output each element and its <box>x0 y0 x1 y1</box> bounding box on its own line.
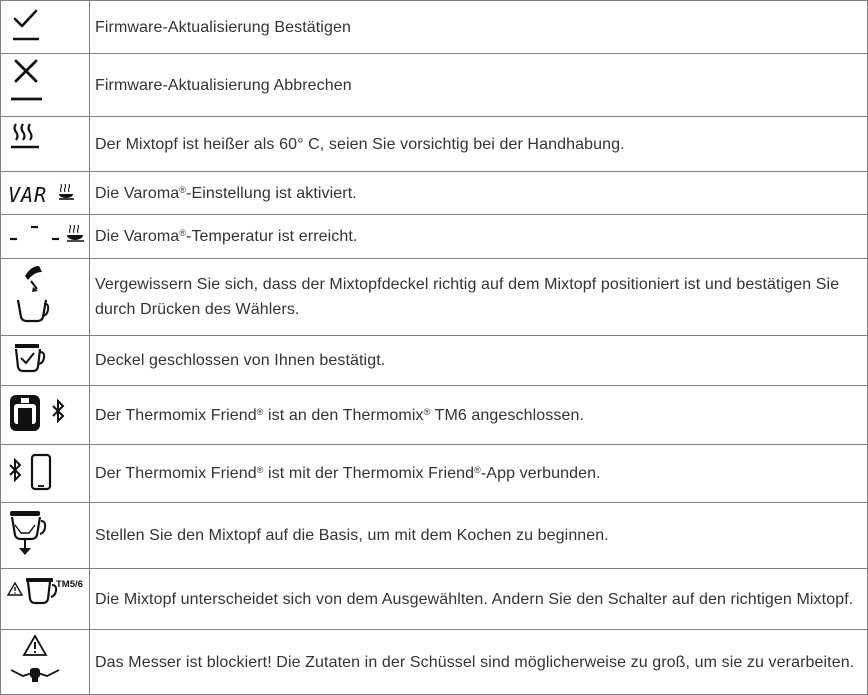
row-description: Die Varoma®-Einstellung ist aktiviert. <box>90 172 868 215</box>
row-description: Deckel geschlossen von Ihnen bestätigt. <box>90 336 868 386</box>
table-row <box>1 259 868 336</box>
icon-cell <box>1 386 90 445</box>
table-row <box>1 1 868 54</box>
x-underline-icon <box>1 54 90 117</box>
icon-cell <box>1 117 90 172</box>
icon-cell <box>1 215 90 259</box>
row-description: Vergewissern Sie sich, dass der Mixtopfdeckel richtig auf dem Mixtopf positioniert ist und bestätigen Sie durch Drücken des Wählers. <box>90 259 868 336</box>
icon-cell <box>1 259 90 336</box>
table-row <box>1 336 868 386</box>
blade-blocked-warning-icon <box>1 630 90 695</box>
table-row <box>1 630 868 695</box>
table-row <box>1 445 868 503</box>
friend-bluetooth-icon <box>1 386 90 445</box>
row-description: Firmware-Aktualisierung Bestätigen <box>90 1 868 54</box>
icon-cell <box>1 336 90 386</box>
icon-cell <box>1 1 90 54</box>
row-description: Die Varoma®-Temperatur ist erreicht. <box>90 215 868 259</box>
table-row <box>1 117 868 172</box>
icon-cell <box>1 630 90 695</box>
table-row <box>1 569 868 630</box>
lid-position-icon <box>1 259 90 336</box>
row-description: Der Thermomix Friend® ist an den Thermomix® TM6 angeschlossen. <box>90 386 868 445</box>
icon-cell <box>1 503 90 569</box>
var-display-label: VAR <box>8 183 48 207</box>
var-display-icon <box>1 172 90 215</box>
row-description: Der Thermomix Friend® ist mit der Thermomix Friend®-App verbunden. <box>90 445 868 503</box>
row-description: Das Messer ist blockiert! Die Zutaten in der Schüssel sind möglicherweise zu groß, um sie zu verarbeiten. <box>90 630 868 695</box>
row-description: Die Mixtopf unterscheidet sich von dem Ausgewählten. Andern Sie den Schalter auf den richtigen Mixtopf. <box>90 569 868 630</box>
bowl-on-base-icon <box>1 503 90 569</box>
table-row <box>1 503 868 569</box>
table-row <box>1 215 868 259</box>
icon-cell <box>1 445 90 503</box>
table-row <box>1 386 868 445</box>
icon-cell <box>1 54 90 117</box>
lid-confirmed-icon <box>1 336 90 386</box>
row-description: Firmware-Aktualisierung Abbrechen <box>90 54 868 117</box>
icon-cell <box>1 569 90 630</box>
bluetooth-phone-icon <box>1 445 90 503</box>
tm-model-label: TM5/6 <box>56 579 83 590</box>
checkmark-underline-icon <box>1 1 90 54</box>
bowl-mismatch-warning-icon <box>1 569 90 630</box>
table-row <box>1 172 868 215</box>
varoma-temperature-icon <box>1 215 90 259</box>
icon-cell <box>1 172 90 215</box>
row-description: Der Mixtopf ist heißer als 60° C, seien Sie vorsichtig bei der Handhabung. <box>90 117 868 172</box>
row-description: Stellen Sie den Mixtopf auf die Basis, um mit dem Kochen zu beginnen. <box>90 503 868 569</box>
table-row <box>1 54 868 117</box>
heat-waves-icon <box>1 117 90 172</box>
